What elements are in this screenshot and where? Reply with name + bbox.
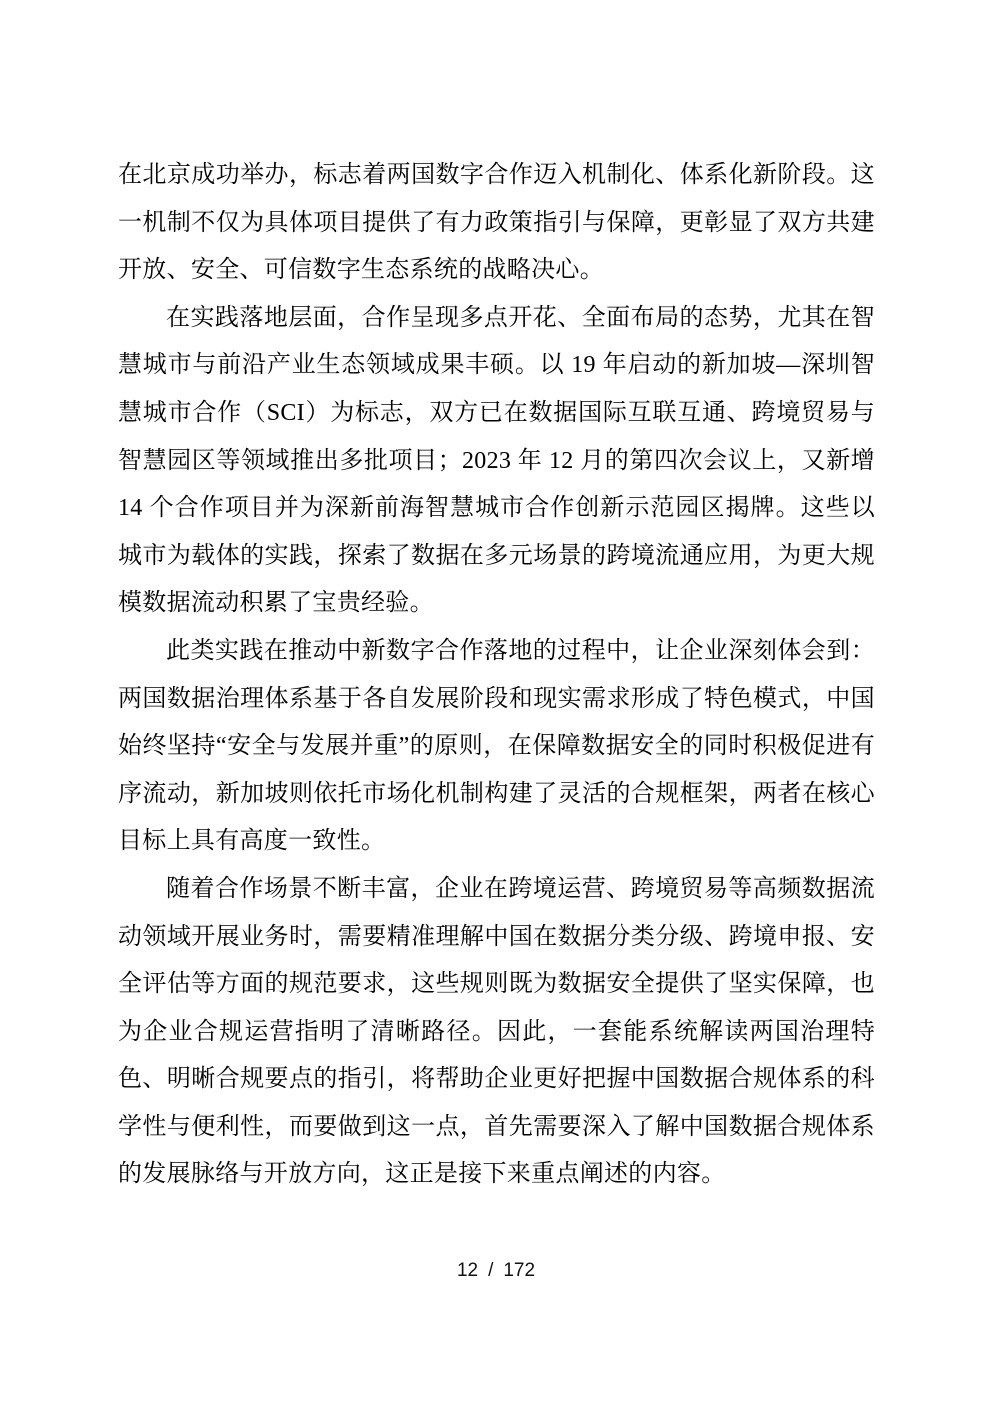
total-page-count: 172 [503, 1260, 536, 1281]
page-body-text [118, 152, 875, 1199]
current-page-number: 12 [456, 1260, 479, 1281]
paragraph-3: 此类实践在推动中新数字合作落地的过程中，让企业深刻体会到：两国数据治理体系基于各自发展阶段和现实需求形成了特色模式，中国始终坚持“安全与发展并重”的原则，在保障数据安全的同时积极促进有序流动，新加坡则依托市场化机制构建了灵活的合规框架，两者在核心目标上具有高度一致性。 [118, 637, 875, 855]
page-number-footer [0, 1260, 992, 1282]
paragraph-1: 在北京成功举办，标志着两国数字合作迈入机制化、体系化新阶段。这一机制不仅为具体项目提供了有力政策指引与保障，更彰显了双方共建开放、安全、可信数字生态系统的战略决心。 [118, 162, 875, 284]
paragraph-4: 随着合作场景不断丰富，企业在跨境运营、跨境贸易等高频数据流动领域开展业务时，需要精准理解中国在数据分类分级、跨境申报、安全评估等方面的规范要求，这些规则既为数据安全提供了坚实保障，也为企业合规运营指明了清晰路径。因此，一套能系统解读两国治理特色、明晰合规要点的指引，将帮助企业更好把握中国数据合规体系的科学性与便利性，而要做到这一点，首先需要深入了解中国数据合规体系的发展脉络与开放方向，这正是接下来重点阐述的内容。 [118, 875, 875, 1188]
page-number-separator: / [488, 1260, 494, 1281]
paragraph-2: 在实践落地层面，合作呈现多点开花、全面布局的态势，尤其在智慧城市与前沿产业生态领域成果丰硕。以 19 年启动的新加坡—深圳智慧城市合作（SCI）为标志，双方已在数据国际互联互通、跨境贸易与智慧园区等领域推出多批项目；2023 年 12 月的第四次会议上，又新增 14 个合作项目并为深新前海智慧城市合作创新示范园区揭牌。这些以城市为载体的实践，探索了数据在多元场景的跨境流通应用，为更大规模数据流动积累了宝贵经验。 [118, 304, 875, 617]
